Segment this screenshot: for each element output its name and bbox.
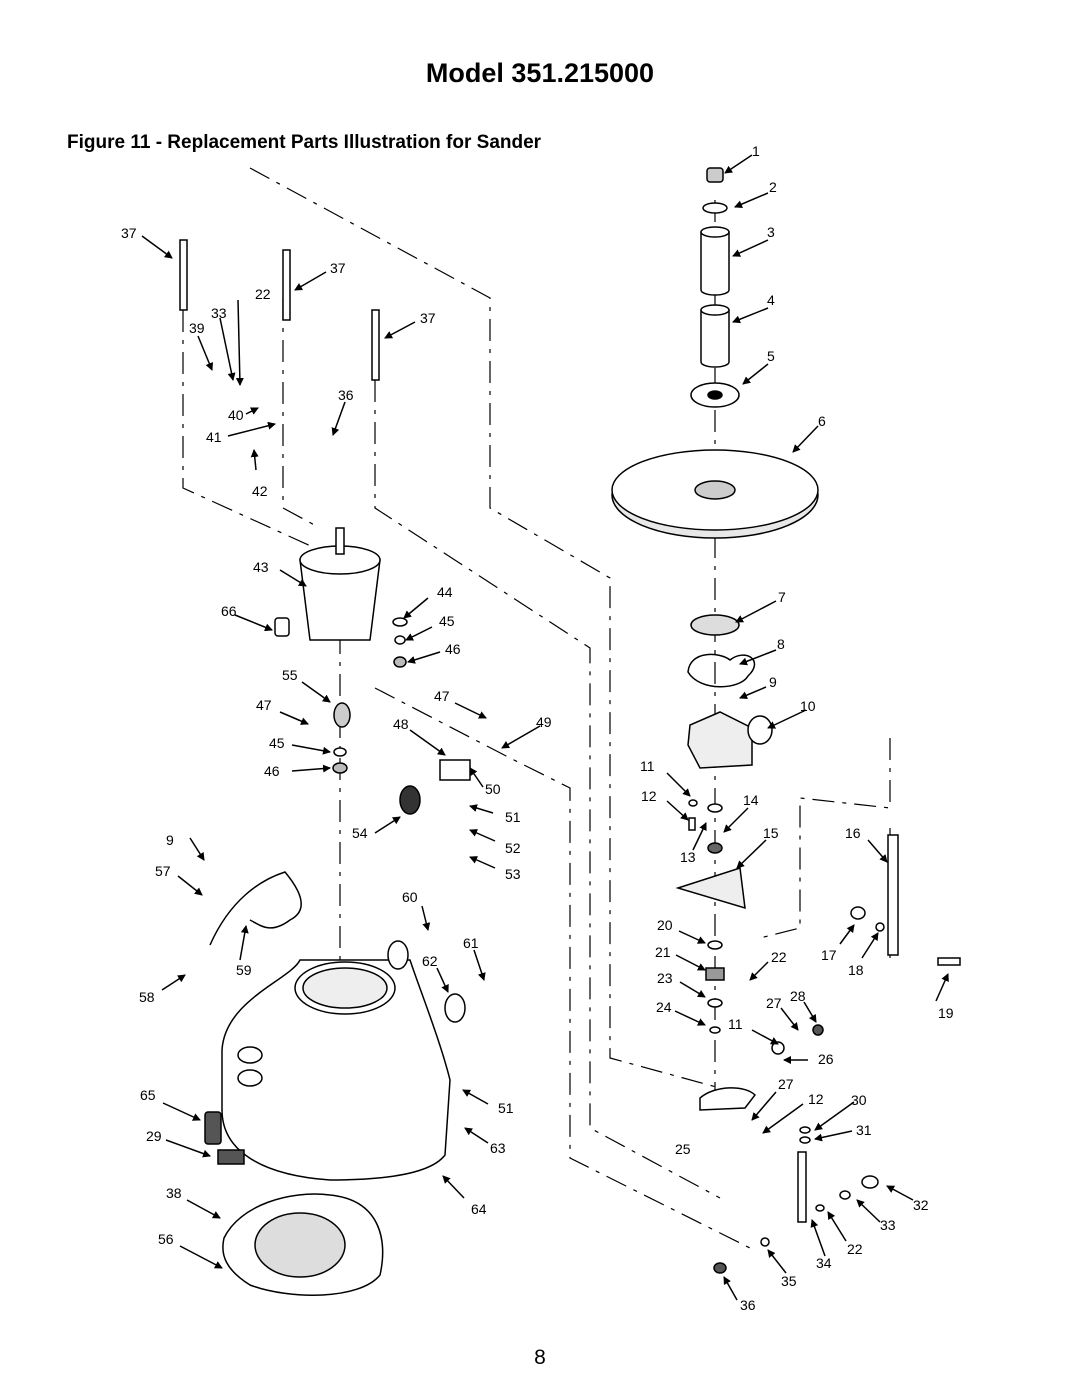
callout-2: 2 bbox=[769, 179, 777, 195]
callout-11: 11 bbox=[640, 758, 655, 774]
callout-21: 21 bbox=[655, 944, 671, 960]
callout-17: 17 bbox=[821, 947, 837, 963]
callout-32: 32 bbox=[913, 1197, 929, 1213]
callout-35: 35 bbox=[781, 1273, 797, 1289]
callout-13: 13 bbox=[680, 849, 696, 865]
callout-25: 25 bbox=[675, 1141, 691, 1157]
callout-8: 8 bbox=[777, 636, 785, 652]
callout-30: 30 bbox=[851, 1092, 867, 1108]
callout-15: 15 bbox=[763, 825, 779, 841]
callout-27b: 27 bbox=[778, 1076, 794, 1092]
callout-50: 50 bbox=[485, 781, 501, 797]
callout-3: 3 bbox=[767, 224, 775, 240]
callout-37a: 37 bbox=[121, 225, 137, 241]
callout-9: 9 bbox=[769, 674, 777, 690]
callout-28: 28 bbox=[790, 988, 806, 1004]
callout-45: 45 bbox=[439, 613, 455, 629]
model-title: Model 351.215000 bbox=[425, 58, 655, 88]
callout-31: 31 bbox=[856, 1122, 872, 1138]
callout-49: 49 bbox=[536, 714, 552, 730]
callout-29: 29 bbox=[146, 1128, 162, 1144]
callout-12: 12 bbox=[641, 788, 657, 804]
callout-22: 22 bbox=[255, 286, 271, 302]
callout-7: 7 bbox=[778, 589, 786, 605]
callout-65: 65 bbox=[140, 1087, 156, 1103]
callout-46: 46 bbox=[445, 641, 461, 657]
callout-66: 66 bbox=[221, 603, 237, 619]
callout-51b: 51 bbox=[498, 1100, 514, 1116]
callout-11b: 11 bbox=[728, 1016, 743, 1032]
callout-60: 60 bbox=[402, 889, 418, 905]
callout-22c: 22 bbox=[847, 1241, 863, 1257]
callout-6: 6 bbox=[818, 413, 826, 429]
callout-33: 33 bbox=[211, 305, 227, 321]
callout-39: 39 bbox=[189, 320, 205, 336]
callout-47b: 47 bbox=[434, 688, 450, 704]
callout-5: 5 bbox=[767, 348, 775, 364]
callout-16: 16 bbox=[845, 825, 861, 841]
callout-12b: 12 bbox=[808, 1091, 824, 1107]
callout-63: 63 bbox=[490, 1140, 506, 1156]
callout-18: 18 bbox=[848, 962, 864, 978]
callout-42: 42 bbox=[252, 483, 268, 499]
figure-title: Figure 11 - Replacement Parts Illustration for Sander bbox=[67, 132, 542, 153]
callout-27a: 27 bbox=[766, 995, 782, 1011]
callout-58: 58 bbox=[139, 989, 155, 1005]
callout-57: 57 bbox=[155, 863, 171, 879]
callout-51a: 51 bbox=[505, 809, 521, 825]
callout-10: 10 bbox=[800, 698, 816, 714]
page-number: 8 bbox=[534, 1346, 546, 1369]
callout-4: 4 bbox=[767, 292, 775, 308]
callout-36: 36 bbox=[338, 387, 354, 403]
callout-37b: 37 bbox=[330, 260, 346, 276]
callout-33b: 33 bbox=[880, 1217, 896, 1233]
callout-34: 34 bbox=[816, 1255, 832, 1271]
callout-54: 54 bbox=[352, 825, 368, 841]
callout-26: 26 bbox=[818, 1051, 834, 1067]
callout-45b: 45 bbox=[269, 735, 285, 751]
callout-36b: 36 bbox=[740, 1297, 756, 1313]
callout-48: 48 bbox=[393, 716, 409, 732]
callout-40: 40 bbox=[228, 407, 244, 423]
callout-9b: 9 bbox=[166, 832, 174, 848]
callout-38: 38 bbox=[166, 1185, 182, 1201]
callout-24: 24 bbox=[656, 999, 672, 1015]
callout-47a: 47 bbox=[256, 697, 272, 713]
callout-23: 23 bbox=[657, 970, 673, 986]
callout-14: 14 bbox=[743, 792, 759, 808]
callout-44: 44 bbox=[437, 584, 453, 600]
callout-55: 55 bbox=[282, 667, 298, 683]
callout-20: 20 bbox=[657, 917, 673, 933]
callout-37c: 37 bbox=[420, 310, 436, 326]
callout-41: 41 bbox=[206, 429, 222, 445]
callout-46b: 46 bbox=[264, 763, 280, 779]
callout-19: 19 bbox=[938, 1005, 954, 1021]
callout-22b: 22 bbox=[771, 949, 787, 965]
callout-59: 59 bbox=[236, 962, 252, 978]
callout-43: 43 bbox=[253, 559, 269, 575]
callout-52: 52 bbox=[505, 840, 521, 856]
callout-53: 53 bbox=[505, 866, 521, 882]
callout-62: 62 bbox=[422, 953, 438, 969]
callout-56: 56 bbox=[158, 1231, 174, 1247]
callout-1: 1 bbox=[752, 143, 760, 159]
callout-64: 64 bbox=[471, 1201, 487, 1217]
callout-61: 61 bbox=[463, 935, 479, 951]
